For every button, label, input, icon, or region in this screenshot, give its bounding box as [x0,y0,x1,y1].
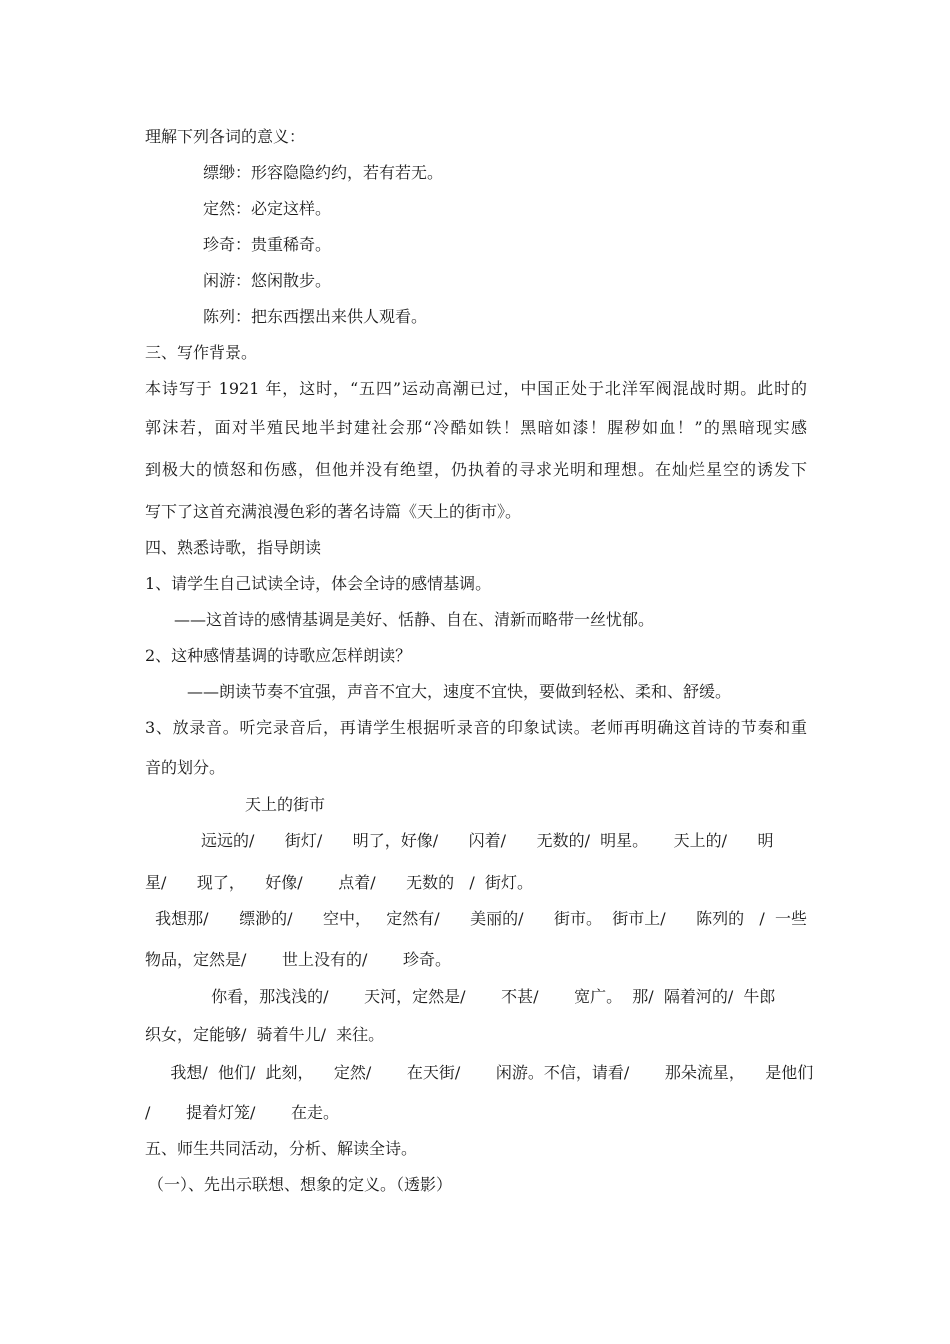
subsection-1: （一）、先出示联想、想象的定义。（透影） [148,1175,453,1194]
vocab-item: 闲游：悠闲散步。 [203,271,332,290]
poem-title: 天上的街市 [245,795,326,814]
poem-line: / 提着灯笼/ 在走。 [145,1103,339,1122]
section-3-title: 三、写作背景。 [145,343,258,362]
question-3: 3、放录音。听完录音后，再请学生根据听录音的印象试读。老师再明确这首诗的节奏和重 [145,718,807,737]
vocab-heading: 理解下列各词的意义： [145,127,306,146]
answer-2: ——朗读节奏不宜强，声音不宜大，速度不宜快，要做到轻松、柔和、舒缓。 [187,682,732,701]
question-3-cont: 音的划分。 [145,758,226,777]
section-5-title: 五、师生共同活动，分析、解读全诗。 [145,1139,418,1158]
poem-line: 你看，那浅浅的/ 天河，定然是/ 不甚/ 宽广。 那/ 隔着河的/ 牛郎 [145,987,776,1006]
section-4-title: 四、熟悉诗歌，指导朗读 [145,538,322,557]
background-line: 到极大的愤怒和伤感，但他并没有绝望，仍执着的寻求光明和理想。在灿烂星空的诱发下 [145,460,807,479]
vocab-item: 缥缈：形容隐隐约约，若有若无。 [203,163,444,182]
background-line: 郭沫若，面对半殖民地半封建社会那“冷酷如铁！黑暗如漆！腥秽如血！”的黑暗现实感 [145,418,807,437]
poem-line: 远远的/ 街灯/ 明了，好像/ 闪着/ 无数的/ 明星。 天上的/ 明 [145,831,774,850]
answer-1: ——这首诗的感情基调是美好、恬静、自在、清新而略带一丝忧郁。 [174,610,655,629]
poem-line: 我想/ 他们/ 此刻， 定然/ 在天街/ 闲游。不信，请看/ 那朵流星， 是他们 [145,1063,814,1082]
background-line: 本诗写于 1921 年，这时，“五四”运动高潮已过，中国正处于北洋军阀混战时期。此时的 [145,379,807,398]
poem-line: 我想那/ 缥渺的/ 空中， 定然有/ 美丽的/ 街市。 街市上/ 陈列的 / 一些 [145,909,807,928]
question-2: 2、这种感情基调的诗歌应怎样朗读？ [145,646,412,665]
poem-line: 物品，定然是/ 世上没有的/ 珍奇。 [145,950,451,969]
vocab-item: 陈列：把东西摆出来供人观看。 [203,307,428,326]
background-line: 写下了这首充满浪漫色彩的著名诗篇《天上的街市》。 [145,502,522,521]
question-1: 1、请学生自己试读全诗，体会全诗的感情基调。 [145,574,492,593]
vocab-item: 定然：必定这样。 [203,199,332,218]
poem-line: 织女，定能够/ 骑着牛儿/ 来往。 [145,1025,385,1044]
vocab-item: 珍奇：贵重稀奇。 [203,235,332,254]
poem-line: 星/ 现了， 好像/ 点着/ 无数的 / 街灯。 [145,873,533,892]
